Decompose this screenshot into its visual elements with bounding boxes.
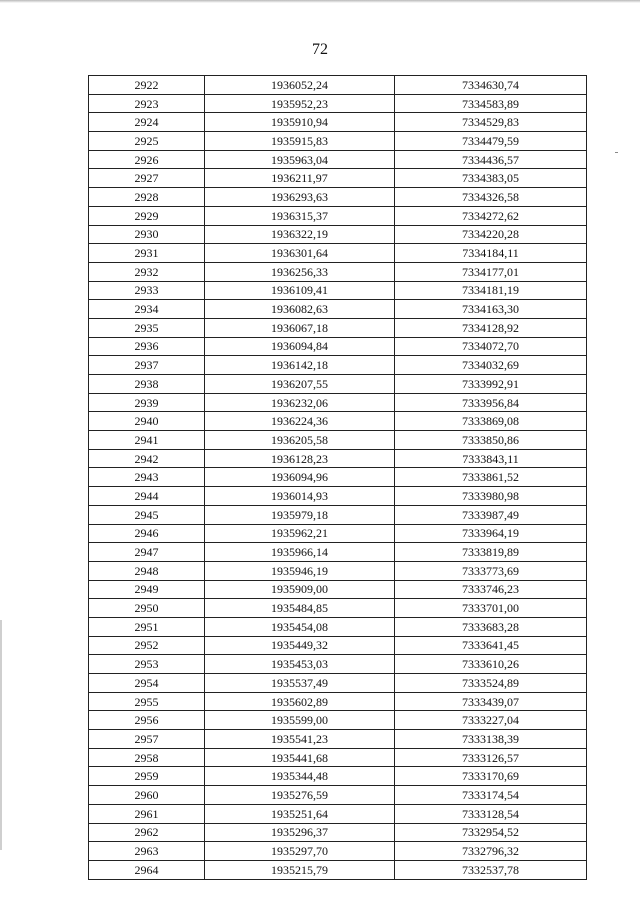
x-coordinate-cell: 1935276,59 (205, 786, 395, 805)
point-number-cell: 2958 (89, 748, 205, 767)
y-coordinate-cell: 7333128,54 (395, 804, 587, 823)
point-number-cell: 2952 (89, 636, 205, 655)
point-number-cell: 2959 (89, 767, 205, 786)
y-coordinate-cell: 7333746,23 (395, 580, 587, 599)
x-coordinate-cell: 1935946,19 (205, 561, 395, 580)
point-number-cell: 2948 (89, 561, 205, 580)
y-coordinate-cell: 7333126,57 (395, 748, 587, 767)
point-number-cell: 2923 (89, 94, 205, 113)
x-coordinate-cell: 1935215,79 (205, 860, 395, 879)
table-row (89, 169, 587, 188)
point-number-cell: 2943 (89, 468, 205, 487)
table-row (89, 636, 587, 655)
x-coordinate-cell: 1935963,04 (205, 150, 395, 169)
table-row (89, 318, 587, 337)
x-coordinate-cell: 1935541,23 (205, 730, 395, 749)
table-row (89, 468, 587, 487)
y-coordinate-cell: 7334479,59 (395, 132, 587, 151)
y-coordinate-cell: 7333992,91 (395, 375, 587, 394)
point-number-cell: 2932 (89, 262, 205, 281)
y-coordinate-cell: 7334630,74 (395, 76, 587, 95)
point-number-cell: 2955 (89, 692, 205, 711)
point-number-cell: 2928 (89, 188, 205, 207)
point-number-cell: 2956 (89, 711, 205, 730)
x-coordinate-cell: 1935296,37 (205, 823, 395, 842)
table-row (89, 188, 587, 207)
y-coordinate-cell: 7334272,62 (395, 206, 587, 225)
table-row (89, 300, 587, 319)
scan-left-edge (0, 620, 2, 850)
table-row (89, 823, 587, 842)
x-coordinate-cell: 1935453,03 (205, 655, 395, 674)
point-number-cell: 2934 (89, 300, 205, 319)
y-coordinate-cell: 7333701,00 (395, 599, 587, 618)
x-coordinate-cell: 1936293,63 (205, 188, 395, 207)
point-number-cell: 2960 (89, 786, 205, 805)
table-row (89, 692, 587, 711)
point-number-cell: 2953 (89, 655, 205, 674)
table-row (89, 132, 587, 151)
y-coordinate-cell: 7333850,86 (395, 431, 587, 450)
x-coordinate-cell: 1936094,84 (205, 337, 395, 356)
x-coordinate-cell: 1935484,85 (205, 599, 395, 618)
coordinates-table (88, 75, 587, 880)
table-row (89, 617, 587, 636)
table-row (89, 375, 587, 394)
table-row (89, 674, 587, 693)
x-coordinate-cell: 1935915,83 (205, 132, 395, 151)
point-number-cell: 2937 (89, 356, 205, 375)
y-coordinate-cell: 7333773,69 (395, 561, 587, 580)
y-coordinate-cell: 7334181,19 (395, 281, 587, 300)
point-number-cell: 2925 (89, 132, 205, 151)
point-number-cell: 2936 (89, 337, 205, 356)
table-row (89, 748, 587, 767)
y-coordinate-cell: 7334326,58 (395, 188, 587, 207)
x-coordinate-cell: 1936094,96 (205, 468, 395, 487)
y-coordinate-cell: 7334220,28 (395, 225, 587, 244)
y-coordinate-cell: 7333641,45 (395, 636, 587, 655)
table-row (89, 524, 587, 543)
y-coordinate-cell: 7332537,78 (395, 860, 587, 879)
point-number-cell: 2951 (89, 617, 205, 636)
table-row (89, 767, 587, 786)
x-coordinate-cell: 1936301,64 (205, 244, 395, 263)
table-row (89, 206, 587, 225)
y-coordinate-cell: 7332954,52 (395, 823, 587, 842)
x-coordinate-cell: 1936211,97 (205, 169, 395, 188)
point-number-cell: 2941 (89, 431, 205, 450)
table-row (89, 786, 587, 805)
x-coordinate-cell: 1936142,18 (205, 356, 395, 375)
table-row (89, 244, 587, 263)
x-coordinate-cell: 1935966,14 (205, 543, 395, 562)
x-coordinate-cell: 1936322,19 (205, 225, 395, 244)
point-number-cell: 2964 (89, 860, 205, 879)
table-row (89, 655, 587, 674)
x-coordinate-cell: 1936224,36 (205, 412, 395, 431)
y-coordinate-cell: 7334383,05 (395, 169, 587, 188)
x-coordinate-cell: 1936207,55 (205, 375, 395, 394)
x-coordinate-cell: 1935952,23 (205, 94, 395, 113)
coordinates-table-wrapper (88, 75, 586, 880)
x-coordinate-cell: 1935910,94 (205, 113, 395, 132)
y-coordinate-cell: 7333861,52 (395, 468, 587, 487)
table-row (89, 505, 587, 524)
table-row (89, 94, 587, 113)
x-coordinate-cell: 1935602,89 (205, 692, 395, 711)
table-row (89, 449, 587, 468)
x-coordinate-cell: 1936128,23 (205, 449, 395, 468)
point-number-cell: 2933 (89, 281, 205, 300)
y-coordinate-cell: 7333439,07 (395, 692, 587, 711)
table-row (89, 599, 587, 618)
y-coordinate-cell: 7333138,39 (395, 730, 587, 749)
y-coordinate-cell: 7333843,11 (395, 449, 587, 468)
y-coordinate-cell: 7333683,28 (395, 617, 587, 636)
point-number-cell: 2961 (89, 804, 205, 823)
point-number-cell: 2929 (89, 206, 205, 225)
x-coordinate-cell: 1936109,41 (205, 281, 395, 300)
point-number-cell: 2954 (89, 674, 205, 693)
table-row (89, 730, 587, 749)
x-coordinate-cell: 1936052,24 (205, 76, 395, 95)
x-coordinate-cell: 1936205,58 (205, 431, 395, 450)
y-coordinate-cell: 7332796,32 (395, 842, 587, 861)
point-number-cell: 2957 (89, 730, 205, 749)
point-number-cell: 2950 (89, 599, 205, 618)
y-coordinate-cell: 7333170,69 (395, 767, 587, 786)
x-coordinate-cell: 1936067,18 (205, 318, 395, 337)
table-row (89, 412, 587, 431)
point-number-cell: 2938 (89, 375, 205, 394)
table-row (89, 543, 587, 562)
table-row (89, 281, 587, 300)
point-number-cell: 2924 (89, 113, 205, 132)
x-coordinate-cell: 1936232,06 (205, 393, 395, 412)
table-row (89, 860, 587, 879)
y-coordinate-cell: 7334184,11 (395, 244, 587, 263)
point-number-cell: 2963 (89, 842, 205, 861)
y-coordinate-cell: 7333869,08 (395, 412, 587, 431)
point-number-cell: 2922 (89, 76, 205, 95)
point-number-cell: 2962 (89, 823, 205, 842)
point-number-cell: 2926 (89, 150, 205, 169)
point-number-cell: 2945 (89, 505, 205, 524)
y-coordinate-cell: 7333610,26 (395, 655, 587, 674)
point-number-cell: 2930 (89, 225, 205, 244)
table-row (89, 76, 587, 95)
table-row (89, 113, 587, 132)
table-row (89, 337, 587, 356)
y-coordinate-cell: 7334032,69 (395, 356, 587, 375)
point-number-cell: 2947 (89, 543, 205, 562)
point-number-cell: 2927 (89, 169, 205, 188)
x-coordinate-cell: 1935979,18 (205, 505, 395, 524)
x-coordinate-cell: 1935909,00 (205, 580, 395, 599)
y-coordinate-cell: 7333227,04 (395, 711, 587, 730)
x-coordinate-cell: 1935449,32 (205, 636, 395, 655)
point-number-cell: 2935 (89, 318, 205, 337)
x-coordinate-cell: 1935251,64 (205, 804, 395, 823)
table-row (89, 487, 587, 506)
y-coordinate-cell: 7333174,54 (395, 786, 587, 805)
point-number-cell: 2944 (89, 487, 205, 506)
x-coordinate-cell: 1935441,68 (205, 748, 395, 767)
x-coordinate-cell: 1936014,93 (205, 487, 395, 506)
y-coordinate-cell: 7333819,89 (395, 543, 587, 562)
scan-speck (615, 152, 618, 153)
x-coordinate-cell: 1935297,70 (205, 842, 395, 861)
y-coordinate-cell: 7333956,84 (395, 393, 587, 412)
table-row (89, 225, 587, 244)
table-row (89, 711, 587, 730)
table-row (89, 431, 587, 450)
x-coordinate-cell: 1936256,33 (205, 262, 395, 281)
coordinates-table-body (89, 76, 587, 880)
scan-top-edge (0, 0, 640, 3)
table-row (89, 356, 587, 375)
table-row (89, 580, 587, 599)
x-coordinate-cell: 1936082,63 (205, 300, 395, 319)
y-coordinate-cell: 7333964,19 (395, 524, 587, 543)
table-row (89, 842, 587, 861)
x-coordinate-cell: 1935962,21 (205, 524, 395, 543)
table-row (89, 150, 587, 169)
y-coordinate-cell: 7333980,98 (395, 487, 587, 506)
y-coordinate-cell: 7333987,49 (395, 505, 587, 524)
point-number-cell: 2939 (89, 393, 205, 412)
table-row (89, 561, 587, 580)
y-coordinate-cell: 7334163,30 (395, 300, 587, 319)
y-coordinate-cell: 7334436,57 (395, 150, 587, 169)
x-coordinate-cell: 1935344,48 (205, 767, 395, 786)
point-number-cell: 2946 (89, 524, 205, 543)
point-number-cell: 2949 (89, 580, 205, 599)
y-coordinate-cell: 7334072,70 (395, 337, 587, 356)
x-coordinate-cell: 1936315,37 (205, 206, 395, 225)
point-number-cell: 2942 (89, 449, 205, 468)
x-coordinate-cell: 1935599,00 (205, 711, 395, 730)
table-row (89, 804, 587, 823)
table-row (89, 393, 587, 412)
y-coordinate-cell: 7334583,89 (395, 94, 587, 113)
x-coordinate-cell: 1935454,08 (205, 617, 395, 636)
y-coordinate-cell: 7333524,89 (395, 674, 587, 693)
page-number: 72 (312, 41, 328, 58)
table-row (89, 262, 587, 281)
point-number-cell: 2940 (89, 412, 205, 431)
y-coordinate-cell: 7334529,83 (395, 113, 587, 132)
point-number-cell: 2931 (89, 244, 205, 263)
y-coordinate-cell: 7334177,01 (395, 262, 587, 281)
x-coordinate-cell: 1935537,49 (205, 674, 395, 693)
y-coordinate-cell: 7334128,92 (395, 318, 587, 337)
